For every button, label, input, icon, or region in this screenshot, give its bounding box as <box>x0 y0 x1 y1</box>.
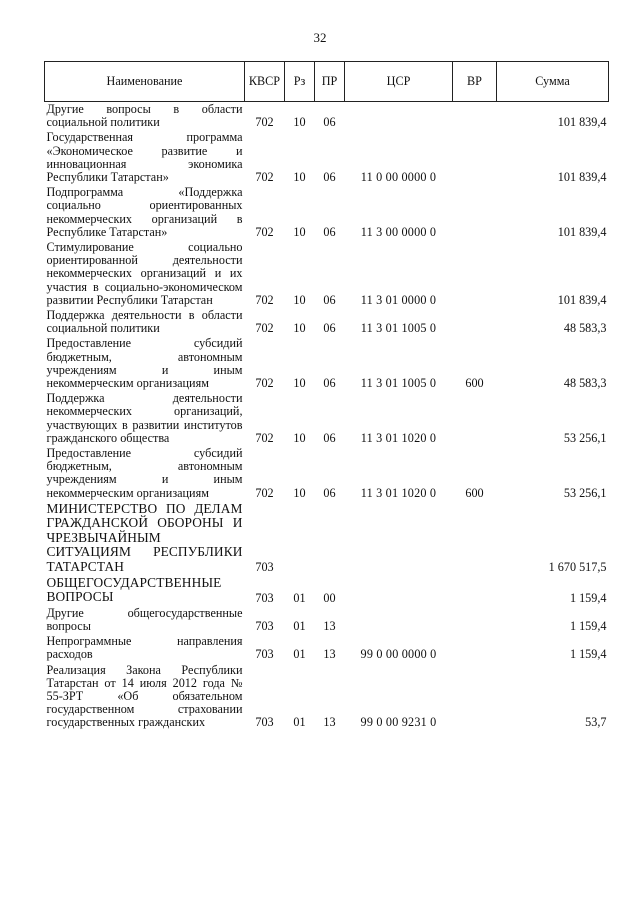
header-pr: ПР <box>315 62 345 102</box>
row-pr: 13 <box>323 715 336 730</box>
row-kvsr: 703 <box>255 715 274 730</box>
row-sum: 48 583,3 <box>563 321 607 336</box>
row-name: Другие общегосударственные вопросы <box>46 605 243 633</box>
row-kvsr: 702 <box>255 321 274 336</box>
row-csr: 11 3 00 0000 0 <box>360 224 437 239</box>
row-csr <box>345 102 453 131</box>
table-row <box>45 634 609 662</box>
row-vr: 600 <box>465 485 484 500</box>
row-sum: 53,7 <box>585 715 607 730</box>
row-csr: 99 0 00 9231 0 <box>360 715 437 730</box>
row-pr: 13 <box>323 647 336 662</box>
row-csr: 11 3 01 1020 0 <box>360 485 437 500</box>
row-kvsr: 702 <box>255 224 274 239</box>
row-vr <box>453 501 497 575</box>
table-header-row <box>45 62 609 102</box>
table-row <box>45 336 609 391</box>
row-rz: 10 <box>293 430 306 445</box>
row-kvsr: 702 <box>255 170 274 185</box>
row-pr: 06 <box>323 376 336 391</box>
row-kvsr: 703 <box>255 559 274 574</box>
row-csr: 11 3 01 1005 0 <box>360 321 437 336</box>
row-csr: 11 3 01 1005 0 <box>360 376 437 391</box>
row-kvsr: 702 <box>255 292 274 307</box>
row-vr <box>453 663 497 731</box>
row-pr: 06 <box>323 430 336 445</box>
row-sum: 1 670 517,5 <box>548 559 607 574</box>
row-rz: 10 <box>293 376 306 391</box>
table-row <box>45 663 609 731</box>
row-rz: 10 <box>293 115 306 130</box>
row-sum: 53 256,1 <box>563 430 607 445</box>
row-rz: 01 <box>293 715 306 730</box>
row-name: Государственная программа «Экономическое развитие и инновационная экономика Республики Татарстан» <box>46 130 243 185</box>
row-sum: 1 159,4 <box>569 590 607 605</box>
row-csr <box>345 606 453 634</box>
row-sum: 101 839,4 <box>557 224 607 239</box>
row-pr: 06 <box>323 115 336 130</box>
budget-table <box>44 61 609 731</box>
header-rz: Рз <box>285 62 315 102</box>
row-csr: 99 0 00 0000 0 <box>360 647 437 662</box>
row-sum: 101 839,4 <box>557 170 607 185</box>
row-name: Предоставление субсидий бюджетным, автономным учреждениям и иным некоммерческим организациям <box>46 446 243 500</box>
row-rz: 01 <box>293 647 306 662</box>
table-row <box>45 308 609 336</box>
row-kvsr: 703 <box>255 647 274 662</box>
row-pr: 06 <box>323 321 336 336</box>
row-vr <box>453 130 497 185</box>
row-sum: 1 159,4 <box>569 647 607 662</box>
header-kvsr: КВСР <box>245 62 285 102</box>
row-vr <box>453 102 497 131</box>
row-vr <box>453 634 497 662</box>
row-csr: 11 0 00 0000 0 <box>360 170 437 185</box>
row-rz: 01 <box>293 590 306 605</box>
row-rz <box>285 501 315 575</box>
row-rz: 10 <box>293 321 306 336</box>
row-pr <box>315 501 345 575</box>
table-row <box>45 240 609 308</box>
row-csr: 11 3 01 1020 0 <box>360 430 437 445</box>
row-rz: 10 <box>293 224 306 239</box>
table-row <box>45 102 609 131</box>
row-vr <box>453 391 497 446</box>
table-row <box>45 446 609 501</box>
table-row <box>45 130 609 185</box>
row-pr: 06 <box>323 485 336 500</box>
row-vr <box>453 575 497 606</box>
row-csr <box>345 501 453 575</box>
row-name: Стимулирование социально ориентированной деятельности некоммерческих организаций и их участия в социально-экономическом развитии Республики Татарстан <box>46 240 243 307</box>
row-name: Подпрограмма «Поддержка социально ориентированных некоммерческих организаций в Республике Татарстан» <box>46 185 243 239</box>
row-pr: 06 <box>323 170 336 185</box>
row-kvsr: 702 <box>255 115 274 130</box>
row-pr: 00 <box>323 590 336 605</box>
row-name: Реализация Закона Республики Татарстан от 14 июля 2012 года № 55-ЗРТ «Об обязательном государственном страховании государственных гражданских <box>46 662 243 730</box>
header-sum: Сумма <box>497 62 609 102</box>
row-pr: 06 <box>323 292 336 307</box>
row-rz: 10 <box>293 485 306 500</box>
row-kvsr: 703 <box>255 618 274 633</box>
row-name: Непрограммные направления расходов <box>46 634 243 662</box>
table-row <box>45 391 609 446</box>
table-row <box>45 501 609 575</box>
row-rz: 01 <box>293 618 306 633</box>
row-pr: 06 <box>323 224 336 239</box>
row-sum: 53 256,1 <box>563 485 607 500</box>
row-vr: 600 <box>465 376 484 391</box>
row-pr: 13 <box>323 618 336 633</box>
row-rz: 10 <box>293 292 306 307</box>
row-sum: 101 839,4 <box>557 292 607 307</box>
row-rz: 10 <box>293 170 306 185</box>
row-kvsr: 703 <box>255 590 274 605</box>
row-name: ОБЩЕГОСУДАРСТВЕННЫЕ ВОПРОСЫ <box>46 574 222 605</box>
row-name: Предоставление субсидий бюджетным, автономным учреждениям и иным некоммерческим организациям <box>46 336 243 391</box>
header-csr: ЦСР <box>345 62 453 102</box>
row-kvsr: 702 <box>255 376 274 391</box>
row-sum: 48 583,3 <box>563 376 607 391</box>
table-row <box>45 606 609 634</box>
row-vr <box>453 308 497 336</box>
row-csr: 11 3 01 0000 0 <box>360 292 437 307</box>
row-csr <box>345 575 453 606</box>
row-name: Поддержка деятельности в области социальной политики <box>46 308 243 336</box>
row-sum: 1 159,4 <box>569 618 607 633</box>
row-sum: 101 839,4 <box>557 115 607 130</box>
header-vr: ВР <box>453 62 497 102</box>
row-name: Другие вопросы в области социальной политики <box>46 102 243 130</box>
row-kvsr: 702 <box>255 485 274 500</box>
row-name: Поддержка деятельности некоммерческих организаций, участвующих в развитии институтов гражданского общества <box>46 391 243 445</box>
table-row <box>45 575 609 606</box>
row-vr <box>453 606 497 634</box>
table-row <box>45 185 609 240</box>
page-number: 32 <box>313 30 327 45</box>
header-name: Наименование <box>45 62 245 102</box>
row-vr <box>453 240 497 308</box>
row-name: МИНИСТЕРСТВО ПО ДЕЛАМ ГРАЖДАНСКОЙ ОБОРОНЫ И ЧРЕЗВЫЧАЙНЫМ СИТУАЦИЯМ РЕСПУБЛИКИ ТАТАРСТАН <box>46 500 243 574</box>
row-vr <box>453 185 497 240</box>
row-kvsr: 702 <box>255 430 274 445</box>
